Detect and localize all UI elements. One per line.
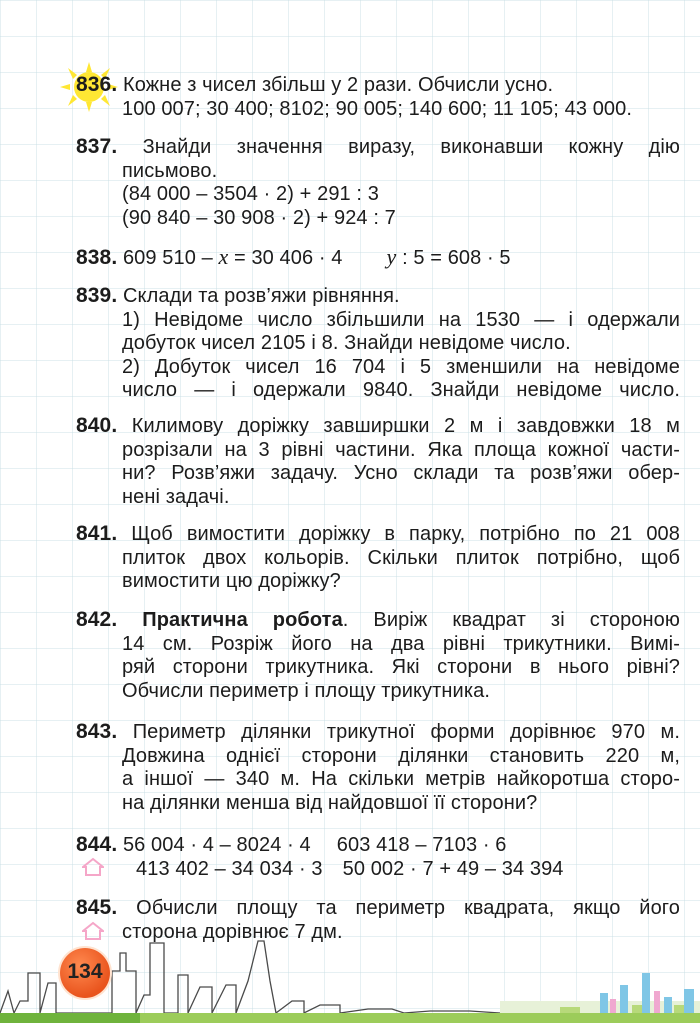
task-number: 842. [76, 608, 118, 631]
task-text: Периметр ділянки трикутної форми дорівнює 970 м. [132, 721, 680, 743]
task-text: 14 см. Розріж його на два рівні трикутники. Вимі- [122, 632, 680, 655]
task-number: 844. [76, 833, 118, 856]
task-text: розрізали на 3 рівні частини. Яка площа кожної части- [122, 438, 680, 461]
task-text: 2) Добуток чисел 16 704 і 5 зменшили на невідоме [122, 355, 680, 378]
task-number: 836. [76, 73, 118, 96]
task-text: Обчисли периметр і площу трикутника. [122, 679, 490, 702]
variable-y: y [386, 244, 397, 269]
task-836 [76, 73, 680, 121]
task-text: число — і одержали 9840. Знайди невідоме число. [122, 379, 680, 401]
practical-work-title: Практична робота [142, 609, 343, 631]
task-text: Обчисли площу та периметр квадрата, якщо його [136, 897, 680, 919]
task-text: сторона дорівнює 7 дм. [122, 920, 343, 943]
expression: 50 002 · 7 + 49 – 34 394 [342, 857, 564, 880]
task-text: 100 007; 30 400; 8102; 90 005; 140 600; 11 105; 43 000. [122, 97, 633, 120]
expression: (84 000 – 3504 · 2) + 291 : 3 [122, 183, 379, 205]
task-text: а іншої — 340 м. На скільки метрів найкоротша сторо- [122, 768, 680, 790]
task-number: 840. [76, 414, 118, 437]
task-text: Склади та розв’яжи рівняння. [122, 285, 400, 307]
equation-2-end: : 5 = 608 · 5 [396, 247, 511, 269]
task-number: 837. [76, 135, 118, 158]
task-text: письмово. [122, 159, 218, 182]
task-text: Довжина однієї сторони ділянки становить 220 м, [122, 744, 680, 767]
task-text: Щоб вимостити доріжку в парку, потрібно по 21 008 [131, 523, 680, 545]
task-text: ряй сторони трикутника. Які сторони в нього рівні? [122, 656, 680, 678]
task-number: 845. [76, 896, 118, 919]
expression: 603 418 – 7103 · 6 [336, 834, 507, 856]
expression: 413 402 – 34 034 · 3 [136, 857, 323, 880]
task-844 [76, 833, 680, 881]
task-text: Килимову доріжку завширшки 2 м і завдовжки 18 м [131, 415, 680, 437]
task-837 [76, 135, 680, 230]
task-839 [76, 284, 680, 403]
equation-1-start: 609 510 – [122, 247, 219, 269]
task-842 [76, 608, 680, 703]
variable-x: x [218, 244, 229, 269]
task-841 [76, 522, 680, 594]
task-text: . Виріж квадрат зі стороною [342, 609, 680, 631]
task-text: Знайди значення виразу, виконавши кожну дію [142, 136, 680, 158]
task-text: на ділянки менша від найдовшої її сторони? [122, 791, 538, 814]
task-number: 841. [76, 522, 118, 545]
task-838 [76, 245, 680, 271]
expression: 56 004 · 4 – 8024 · 4 [122, 834, 311, 856]
equation-1-end: = 30 406 · 4 [228, 247, 343, 269]
task-text: Кожне з чисел збільш у 2 рази. Обчисли усно. [122, 74, 554, 96]
task-text: нені задачі. [122, 485, 230, 508]
page-number: 134 [67, 960, 103, 983]
task-text: вимостити цю доріжку? [122, 570, 341, 592]
task-text: ни? Розв’яжи задачу. Усно склади та розв’яжи обер- [122, 462, 680, 484]
task-text: плиток двох кольорів. Скільки плиток потрібно, щоб [122, 546, 680, 569]
task-text: 1) Невідоме число збільшили на 1530 — і одержали [122, 308, 680, 331]
expression: (90 840 – 30 908 · 2) + 924 : 7 [122, 206, 396, 229]
task-number: 838. [76, 246, 118, 269]
task-number: 839. [76, 284, 118, 307]
task-843 [76, 720, 680, 815]
task-number: 843. [76, 720, 118, 743]
task-text: добуток чисел 2105 і 8. Знайди невідоме число. [122, 332, 571, 354]
task-840 [76, 414, 680, 509]
